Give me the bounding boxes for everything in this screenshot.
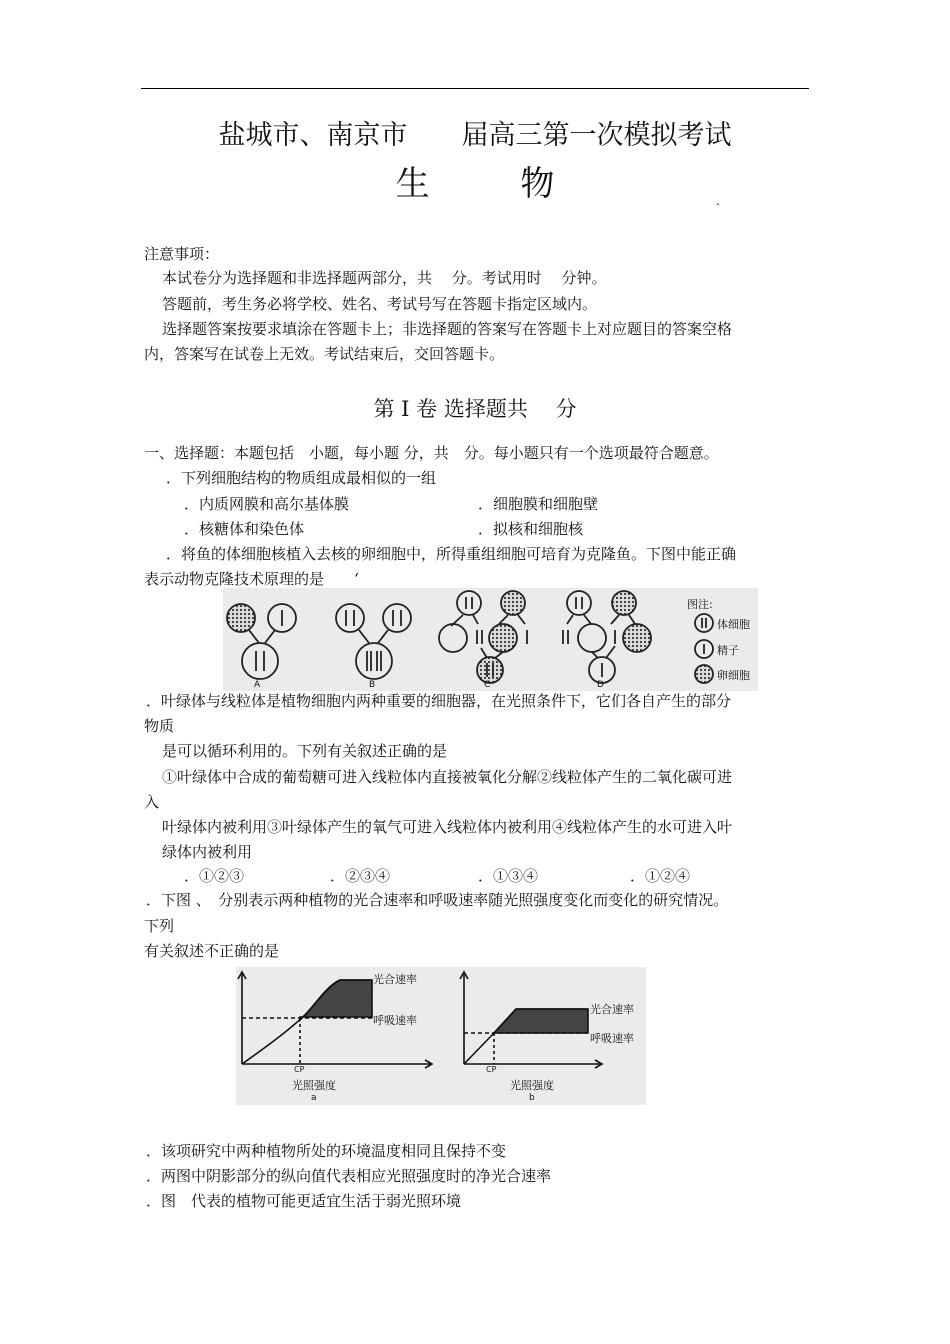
graph-b-xlabel: 光照强度 (510, 1079, 554, 1092)
notice-line: 答题前，考生务必将学校、姓名、考试号写在答题卡指定区域内。 (162, 295, 598, 313)
q4-option: ．图 代表的植物可能更适宜生活于弱光照环境 (146, 1192, 462, 1210)
notice-line: 本试卷分为选择题和非选择题两部分，共 分。考试用时 分钟。 (162, 269, 607, 287)
legend-item: 精子 (717, 644, 739, 657)
part-intro: 一、选择题：本题包括 小题，每小题 分，共 分。每小题只有一个选项最符合题意。 (144, 444, 719, 462)
graph-b-sub: b (529, 1093, 535, 1103)
legend-title: 图注: (687, 598, 713, 611)
panel-label: A (254, 680, 261, 690)
graph-a-sub: a (311, 1093, 317, 1103)
q4-stem: ．下图 、 分别表示两种植物的光合速率和呼吸速率随光照强度变化而变化的研究情况。 (146, 891, 729, 909)
q2-stem: ．将鱼的体细胞核植入去核的卵细胞中，所得重组细胞可培育为克隆鱼。下图中能正确 (166, 545, 737, 563)
graph-a-xlabel: 光照强度 (292, 1079, 336, 1092)
q1-option: ．细胞膜和细胞壁 (478, 495, 599, 513)
panel-label: C (484, 680, 491, 690)
exam-title: 盐城市、南京市 届高三第一次模拟考试 (218, 120, 732, 151)
clone-figure (223, 588, 758, 691)
top-rule (141, 88, 809, 89)
graph-a-curve1-label: 光合速率 (373, 973, 417, 986)
panel-label: D (597, 680, 604, 690)
subject-title: 生 物 (395, 164, 595, 204)
q3-option: ．①②③ (184, 867, 245, 885)
q1-option: ．内质网膜和高尔基体膜 (184, 495, 350, 513)
q4-option: ．该项研究中两种植物所处的环境温度相同且保持不变 (146, 1142, 507, 1160)
notice-line: 选择题答案按要求填涂在答题卡上；非选择题的答案写在答题卡上对应题目的答案空格 (162, 320, 733, 338)
q3-stem: 绿体内被利用 (162, 843, 253, 861)
q4-stem: 下列 (144, 917, 175, 935)
stray-dot: . (716, 194, 720, 208)
q3-option: ．②③④ (330, 867, 391, 885)
graph-a-cp-label: CP (294, 1065, 305, 1074)
q1-option: ．核糖体和染色体 (184, 520, 305, 538)
light-rate-figure (236, 967, 646, 1105)
legend-item: 卵细胞 (717, 669, 750, 682)
q2-stem: 表示动物克隆技术原理的是 ‘ (144, 570, 359, 588)
q3-stem: 是可以循环利用的。下列有关叙述正确的是 (162, 742, 448, 760)
q3-stem: 入 (144, 793, 160, 811)
q3-stem: ①叶绿体中合成的葡萄糖可进入线粒体内直接被氧化分解②线粒体产生的二氧化碳可进 (162, 768, 733, 786)
q1-stem: ．下列细胞结构的物质组成最相似的一组 (166, 469, 437, 487)
q3-stem: 叶绿体内被利用③叶绿体产生的氧气可进入线粒体内被利用④线粒体产生的水可进入叶 (162, 818, 733, 836)
notice-line: 内，答案写在试卷上无效。考试结束后，交回答题卡。 (144, 345, 505, 363)
graph-b-curve2-label: 呼吸速率 (590, 1032, 634, 1045)
q3-option: ．①③④ (478, 867, 539, 885)
q3-stem: 物质 (144, 717, 175, 735)
graph-a-curve2-label: 呼吸速率 (373, 1014, 417, 1027)
q4-option: ．两图中阴影部分的纵向值代表相应光照强度时的净光合速率 (146, 1167, 552, 1185)
q4-stem: 有关叙述不正确的是 (144, 942, 280, 960)
graph-b-cp-label: CP (486, 1065, 497, 1074)
panel-label: B (369, 680, 376, 690)
q3-option: ．①②④ (630, 867, 691, 885)
q3-stem: ．叶绿体与线粒体是植物细胞内两种重要的细胞器，在光照条件下，它们各自产生的部分 (146, 692, 732, 710)
clone-diagram (223, 588, 758, 691)
section-title: 第 I 卷 选择题共 分 (373, 397, 577, 421)
notice-heading: 注意事项： (144, 245, 220, 263)
graph-b-curve1-label: 光合速率 (590, 1003, 634, 1016)
q1-option: ．拟核和细胞核 (478, 520, 584, 538)
legend-item: 体细胞 (717, 618, 750, 631)
